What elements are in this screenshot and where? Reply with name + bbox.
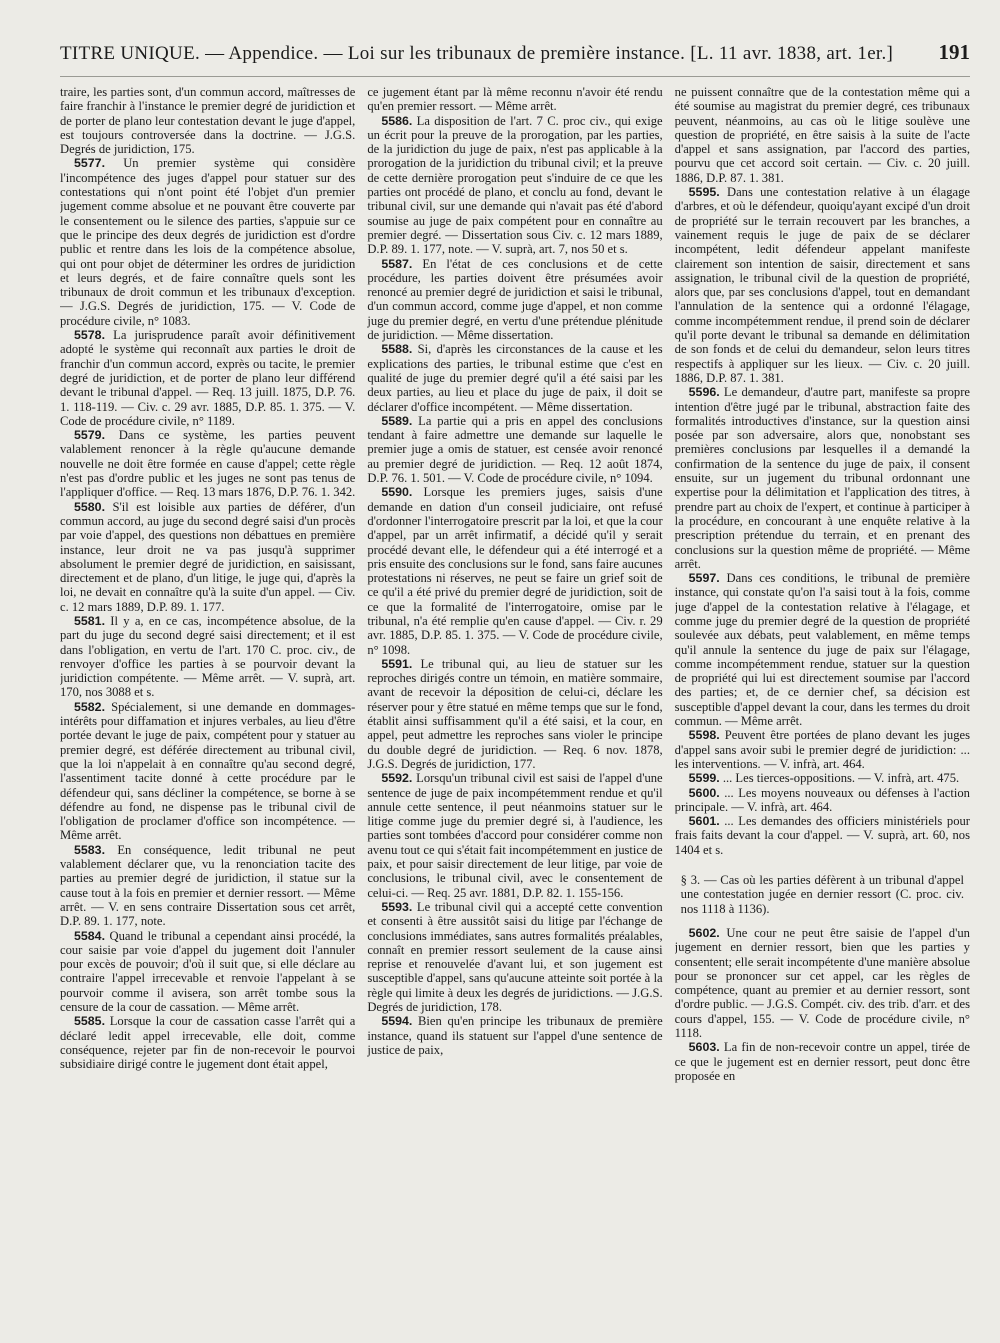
column-middle [367,85,662,1340]
paragraph-text: ce jugement étant par là même reconnu n'avoir été rendu qu'en premier ressort. — Même arrêt. [367,85,663,114]
paragraph [60,843,355,929]
paragraph-number: 5594. [381,1014,413,1029]
paragraph-number: 5593. [381,899,413,914]
paragraph-text: Le tribunal qui, au lieu de statuer sur les reproches dirigés contre un témoin, en matière sommaire, avant de recevoir la déposition de celui-ci, déclare les réserver pour y être statué en même temps que sur le fond, établit ainsi suffisamment qu'il a été saisi, et la cour, en appel, peut admettre les reproches sans violer le principe du double degré de juridiction. — Req. 6 nov. 1878, J.G.S. Degrés de juridiction, 177. [367,656,663,771]
paragraph-text: La partie qui a pris en appel des conclusions tendant à faire admettre une demande sur laquelle le premier juge a omis de statuer, est censée avoir renoncé au premier degré de juridiction. — Req. 12 août 1874, D.P. 76. 1. 501. — V. Code de procédure civile, n° 1094. [367,413,663,486]
paragraph-text: ... Les demandes des officiers ministériels pour frais faits devant la cour d'appel. — V. suprà, art. 60, nos 1404 et s. [674,814,970,857]
paragraph [675,1040,970,1083]
paragraph-number: 5589. [381,413,413,428]
paragraph [675,85,970,185]
paragraph-text: En conséquence, ledit tribunal ne peut valablement déclarer que, vu la renonciation tacite des parties au premier degré de juridiction, il statue sur la cause tout à la fois en premier et dernier ressort. — Même arrêt. — V. en sens contraire Dissertation sous cet arrêt, D.P. 89. 1. 177, note. [60,842,356,929]
paragraph [60,428,355,499]
paragraph-text: La jurisprudence paraît avoir définitivement adopté le système qui reconnaît aux parties le droit de franchir d'un commun accord, exprès ou tacite, le premier degré de juridiction, et de porter de plano leur différend devant le tribunal d'appel. — Req. 13 juill. 1875, D.P. 76. 1. 118-119. — Civ. c. 29 avr. 1885, D.P. 85. 1. 375. — V. Code de procédure civile, n° 1189. [60,328,356,428]
paragraph [367,771,662,900]
paragraph [675,926,970,1040]
running-header [60,40,970,77]
paragraph [675,728,970,771]
paragraph-text: Dans une contestation relative à un élagage d'arbres, et où le défendeur, quoiqu'ayant excipé d'un droit de propriété sur le terrain recouvert par les branches, a vainement requis le juge de paix de se déclarer incompétent, ledit défendeur appelant manifeste clairement son intention de saisir, directement et sans assignation, le tribunal civil de la question de propriété, alors que, par ses conclusions d'appel, tout en demandant l'annulation de la sentence qui a ordonné l'élagage, comme incompétemment rendue, il prend soin de déclarer qu'il porte devant le tribunal sa demande en délimitation de son fonds et de celui du demandeur, selon leurs titres respectifs à appliquer sur les lieux. — Civ. c. 20 juill. 1886, D.P. 87. 1. 381. [674,185,970,385]
paragraph-text: ne puissent connaître que de la contestation même qui a été soumise au magistrat du premier degré, ces tribunaux peuvent, néanmoins, au cas où le litige soulève une question de propriété, en être saisis à la suite de l'acte d'appel et sans assignation, par l'accord des parties, pourvu que cet accord soit certain. — Civ. c. 20 juill. 1886, D.P. 87. 1. 381. [674,85,970,185]
paragraph [60,500,355,614]
paragraph-text: ... Les tierces-oppositions. — V. infrà, art. 475. [722,771,960,786]
paragraph [367,342,662,413]
paragraph-number: 5586. [381,113,413,128]
paragraph [675,385,970,571]
paragraph-text: Lorsque les premiers juges, saisis d'une demande en dation d'un conseil judiciaire, ont refusé d'ordonner l'interrogatoire prescrit par la loi, et que la cour d'appel, par un arrêt infirmatif, a décidé qu'il y serait procédé devant elle, le défendeur qui a été interrogé et a pris ensuite des conclusions sur le fond, sans faire aucunes protestations ni réserves, ne peut se faire un grief soit de ce qu'il a été privé du premier degré de juridiction, soit de ce que la formalité de l'interrogatoire, omise par le tribunal, n'a été remplie qu'en cause d'appel. — Civ. r. 29 avr. 1885, D.P. 85. 1. 375. — V. Code de procédure civile, n° 1098. [367,485,663,657]
paragraph-number: 5577. [74,156,106,171]
text-columns [60,85,970,1340]
paragraph [60,614,355,700]
paragraph-number: 5596. [688,385,720,400]
paragraph-text: Le demandeur, d'autre part, manifeste sa propre intention d'être jugé par le tribunal, abstraction faite des formalités introductives d'instance, sur la question ainsi posée par son adversaire, alors que, nonobstant ses premières conclusions par lesquelles il a demandé la confirmation de la sentence du juge de paix, il consent ensuite, sur un jugement du tribunal ordonnant une expertise pour la délimitation et l'application des titres, à prendre part au choix de l'expert, et continue à participer à la procédure, en concourant à une enquête relative à la prescription prétendue du terrain, et en prenant des conclusions sur la question même de propriété. — Même arrêt. [674,385,970,571]
paragraph-text: La fin de non-recevoir contre un appel, tirée de ce que le jugement est en dernier ressort, peut donc être proposée en [674,1040,970,1083]
section-heading: § 3. — Cas où les parties défèrent à un tribunal d'appel une contestation jugée en dernier ressort (C. proc. civ. nos 1118 à 1136). [680,873,964,916]
paragraph-number: 5584. [74,928,106,943]
paragraph-text: traire, les parties sont, d'un commun accord, maîtresses de faire franchir à l'instance le premier degré de juridiction et de porter de plano leur contestation devant le juge d'appel, est toujours controversée dans la doctrine. — J.G.S. Degrés de juridiction, 175. [60,85,356,157]
paragraph-text: La disposition de l'art. 7 C. proc civ., qui exige un écrit pour la preuve de la prorogation, par les parties, de la juridiction du juge de paix, n'est pas applicable à la prorogation de la juridiction du tribunal civil; et la preuve de cette dernière prorogation peut s'induire de ce que les parties ont procédé de plano, et conclu au fond, devant le tribunal civil, sur une demande qui n'avait pas été d'abord soumise au juge de paix compétent pour en connaître au premier degré. — Dissertation sous Civ. c. 12 mars 1889, D.P. 89. 1. 177, note. — V. suprà, art. 7, nos 50 et s. [367,113,663,257]
paragraph-text: Un premier système qui considère l'incompétence des juges d'appel pour statuer sur des contestations qui n'ont point été l'objet d'un premier jugement comme absolue et ne pouvant être couverte par le consentement ou le silence des parties, s'appuie sur ce que le principe des deux degrés de juridiction est d'ordre public et rentre dans les lois de la compétence absolue, qui ont pour objet de déterminer les ordres de juridiction et leurs degrés, et de faire connaître quels sont les tribunaux de droit commun et les tribunaux d'exception. — J.G.S. Degrés de juridiction, 175. — V. Code de procédure civile, n° 1083. [60,156,356,328]
paragraph-text: S'il est loisible aux parties de déférer, d'un commun accord, au juge du second degré saisi d'un procès par voie d'appel, des questions non débattues en première instance, leur droit ne va pas jusqu'à supprimer absolument le premier degré de juridiction, en saisissant, directement et de plano, d'un litige, le juge qui, d'après la loi, ne devait en connaître qu'à la suite d'un appel. — Civ. c. 12 mars 1889, D.P. 89. 1. 177. [60,499,356,614]
paragraph [675,571,970,728]
header-title: TITRE UNIQUE. — Appendice. — Loi sur les tribunaux de première instance. [L. 11 avr. 1838, art. 1er.] [60,43,894,64]
paragraph [60,85,355,156]
paragraph [60,929,355,1015]
paragraph-text: Bien qu'en principe les tribunaux de première instance, quand ils statuent sur l'appel d'une sentence de justice de paix, [367,1014,663,1057]
paragraph-text: Le tribunal civil qui a accepté cette convention et consenti à être aussitôt saisi du litige par l'échange de conclusions immédiates, sans autres formalités préalables, connaît en premier ressort seulement de la cause ainsi reprise et renouvelée d'avant lui, et son jugement est susceptible d'appel, sans qu'aucune atteinte soit portée à la règle qui limite à deux les degrés de juridictions. — J.G.S. Degrés de juridiction, 178. [367,899,663,1014]
paragraph-number: 5583. [74,842,106,857]
paragraph [60,156,355,328]
paragraph [60,700,355,843]
paragraph-text: En l'état de ces conclusions et de cette procédure, les parties doivent être présumées avoir renoncé au premier degré de juridiction et saisi le tribunal, d'un commun accord, comme juge d'appel, et non comme juge du premier degré, en vertu d'une prétendue plénitude de juridiction. — Même dissertation. [367,256,663,343]
paragraph [675,814,970,857]
paragraph-number: 5585. [74,1014,106,1029]
paragraph [367,1014,662,1057]
paragraph-number: 5595. [688,185,720,200]
paragraph-text: Quand le tribunal a cependant ainsi procédé, la cour saisie par voie d'appel du jugement doit l'annuler pour excès de pouvoir; d'où il suit que, si elle déclare au contraire l'appel irrecevable et renvoie l'appelant à se pourvoir comme il avisera, son arrêt tombe sous la censure de la cour de cassation. — Même arrêt. [60,928,356,1014]
paragraph-text: Dans ce système, les parties peuvent valablement renoncer à la règle qu'aucune demande nouvelle ne doit être formée en cause d'appel; cette règle n'est pas d'ordre public et les juges ne sont pas tenus de l'appliquer d'office. — Req. 13 mars 1876, D.P. 76. 1. 342. [60,428,356,500]
paragraph [60,328,355,428]
paragraph [367,257,662,343]
paragraph-text: Lorsque la cour de cassation casse l'arrêt qui a déclaré ledit appel irrecevable, elle doit, comme conséquence, rejeter par fin de non-recevoir le pourvoi subsidiaire dirigé contre le jugement dont était appel, [60,1014,356,1072]
paragraph-number: 5603. [688,1040,720,1055]
paragraph-number: 5601. [688,814,720,829]
paragraph-number: 5597. [688,571,720,586]
paragraph-number: 5580. [74,499,106,514]
paragraph-text: ... Les moyens nouveaux ou défenses à l'action principale. — V. infrà, art. 464. [674,785,970,814]
column-left [60,85,355,1340]
paragraph-number: 5592. [381,771,413,786]
paragraph-number: 5581. [74,613,106,628]
paragraph [367,114,662,257]
paragraph-number: 5587. [381,256,413,271]
paragraph-number: 5590. [381,485,413,500]
paragraph-number: 5591. [381,656,413,671]
paragraph-text: Il y a, en ce cas, incompétence absolue, de la part du juge du second degré saisi directement; et il est dans l'obligation, en vertu de l'art. 170 C. proc. civ., de renvoyer d'office les parties à se pourvoir devant la juridiction compétente. — Même arrêt. — V. suprà, art. 170, nos 3088 et s. [60,613,356,700]
paragraph [60,1014,355,1071]
paragraph [367,485,662,657]
page-number: 191 [938,40,970,64]
paragraph-text: Peuvent être portées de plano devant les juges d'appel sans avoir subi le premier degré de juridiction: ... les interventions. — V. infrà, art. 464. [674,728,970,771]
paragraph-number: 5578. [74,328,106,343]
paragraph-text: Une cour ne peut être saisie de l'appel d'un jugement en dernier ressort, bien que les parties y consentent; elle serait incompétente d'une manière absolue pour se prononcer sur cet appel, car les règles de compétence, quant au premier et au dernier ressort, sont d'ordre public. — J.G.S. Compét. civ. des trib. d'arr. et des cours d'appel, 155. — V. Code de procédure civile, n° 1118. [674,925,970,1040]
paragraph-number: 5600. [688,785,720,800]
paragraph [675,771,970,785]
paragraph [675,786,970,815]
paragraph-text: Dans ces conditions, le tribunal de première instance, qui constate qu'on l'a saisi tout à la fois, comme juge d'appel de la contestation relative à l'élagage, et comme juge du premier degré de la question de propriété soulevée aux débats, peut valablement, en même temps qu'il annule la sentence du juge de paix sur l'élagage, comme incompétemment rendue, statuer sur la question de propriété qui lui est directement soumise par l'accord des parties; et, de ce dernier chef, sa décision est susceptible d'appel devant la cour, dans les termes du droit commun. — Même arrêt. [674,571,970,729]
paragraph [367,414,662,485]
paragraph [675,185,970,385]
paragraph-number: 5599. [688,771,720,786]
paragraph [367,657,662,771]
paragraph-number: 5598. [688,728,720,743]
paragraph [367,85,662,114]
paragraph-number: 5579. [74,428,106,443]
paragraph-text: Spécialement, si une demande en dommages-intérêts pour diffamation et injures verbales, au lieu d'être portée devant le juge de paix, compétent pour y statuer au premier degré, est déférée directement au tribunal civil, que la loi n'appelait à en connaître qu'au second degré, l'assentiment tacite donné à cette procédure par le défendeur qui, sans décliner la compétence, se borne à se défendre au fond, ne dispense pas le tribunal civil de l'obligation de proclamer d'office son incompétence. — Même arrêt. [60,699,356,843]
paragraph-number: 5588. [381,342,413,357]
paragraph [367,900,662,1014]
paragraph-number: 5582. [74,699,106,714]
column-right [675,85,970,1340]
paragraph-text: Lorsqu'un tribunal civil est saisi de l'appel d'une sentence de juge de paix incompétemment rendue et qu'il annule cette sentence, il peut néanmoins statuer sur le litige comme juge du premier degré si, à l'audience, les parties sont tombées d'accord pour considérer comme non avenu tout ce qui s'était fait incompétemment en justice de paix, et pour saisir directement de leur litige, par voie de conclusions, le tribunal civil, avec le consentement de celui-ci. — Req. 25 avr. 1881, D.P. 82. 1. 155-156. [367,771,663,900]
paragraph-text: Si, d'après les circonstances de la cause et les explications des parties, le tribunal estime que c'est en qualité de juge du premier degré qu'il a été saisi par les deux parties, au lieu et place du juge de paix, il doit se déclarer d'office incompétent. — Même dissertation. [367,342,663,414]
paragraph-number: 5602. [688,925,720,940]
